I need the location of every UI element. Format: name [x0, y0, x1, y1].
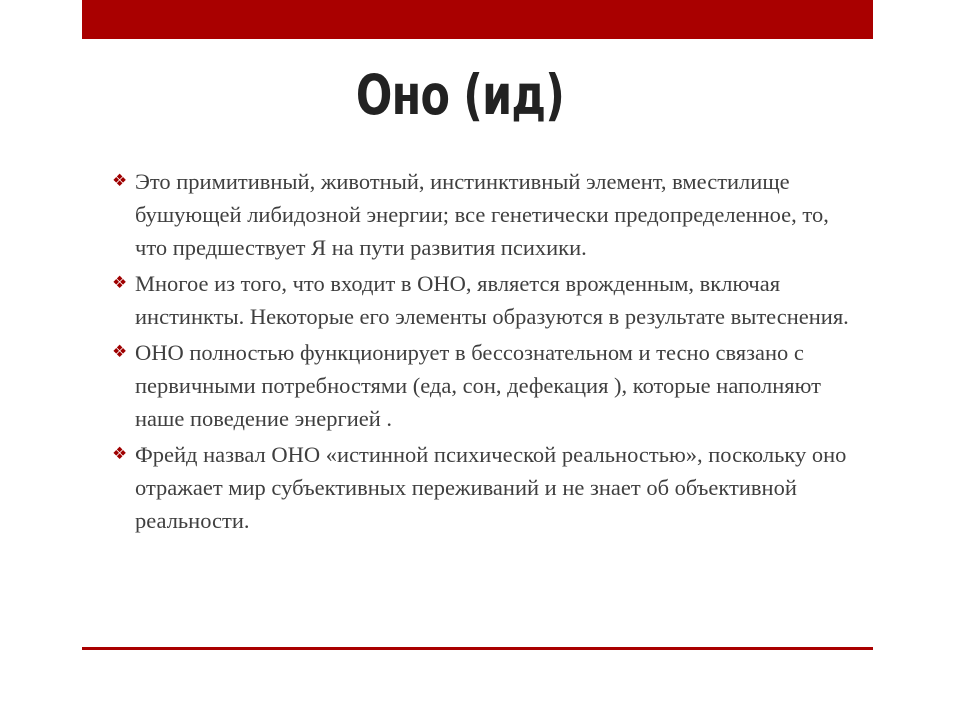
diamond-bullet-icon: ❖ — [112, 444, 128, 464]
diamond-bullet-icon: ❖ — [112, 171, 128, 191]
bullet-item — [112, 165, 852, 264]
bottom-divider-line — [82, 647, 873, 650]
top-accent-bar — [82, 0, 873, 39]
diamond-bullet-icon: ❖ — [112, 342, 128, 362]
bullet-text: Многое из того, что входит в ОНО, является врожденным, включая инстинкты. Некоторые его элементы образуются в результате вытеснения. — [135, 271, 849, 329]
bullet-text: Это примитивный, животный, инстинктивный элемент, вместилище бушующей либидозной энергии; все генетически предопределенное, то, что предшествует Я на пути развития психики. — [135, 169, 829, 260]
bullet-item — [112, 267, 852, 333]
bullet-item — [112, 336, 852, 435]
diamond-bullet-icon: ❖ — [112, 273, 128, 293]
bullet-text: Фрейд назвал ОНО «истинной психической реальностью», поскольку оно отражает мир субъективных переживаний и не знает об объективной реальности. — [135, 442, 847, 533]
bullet-text: ОНО полностью функционирует в бессознательном и тесно связано с первичными потребностями (еда, сон, дефекация ), которые наполняют наше поведение энергией . — [135, 340, 821, 431]
bullet-item — [112, 438, 852, 537]
slide-title: Оно (ид) — [355, 63, 565, 127]
bullet-list — [112, 165, 852, 540]
